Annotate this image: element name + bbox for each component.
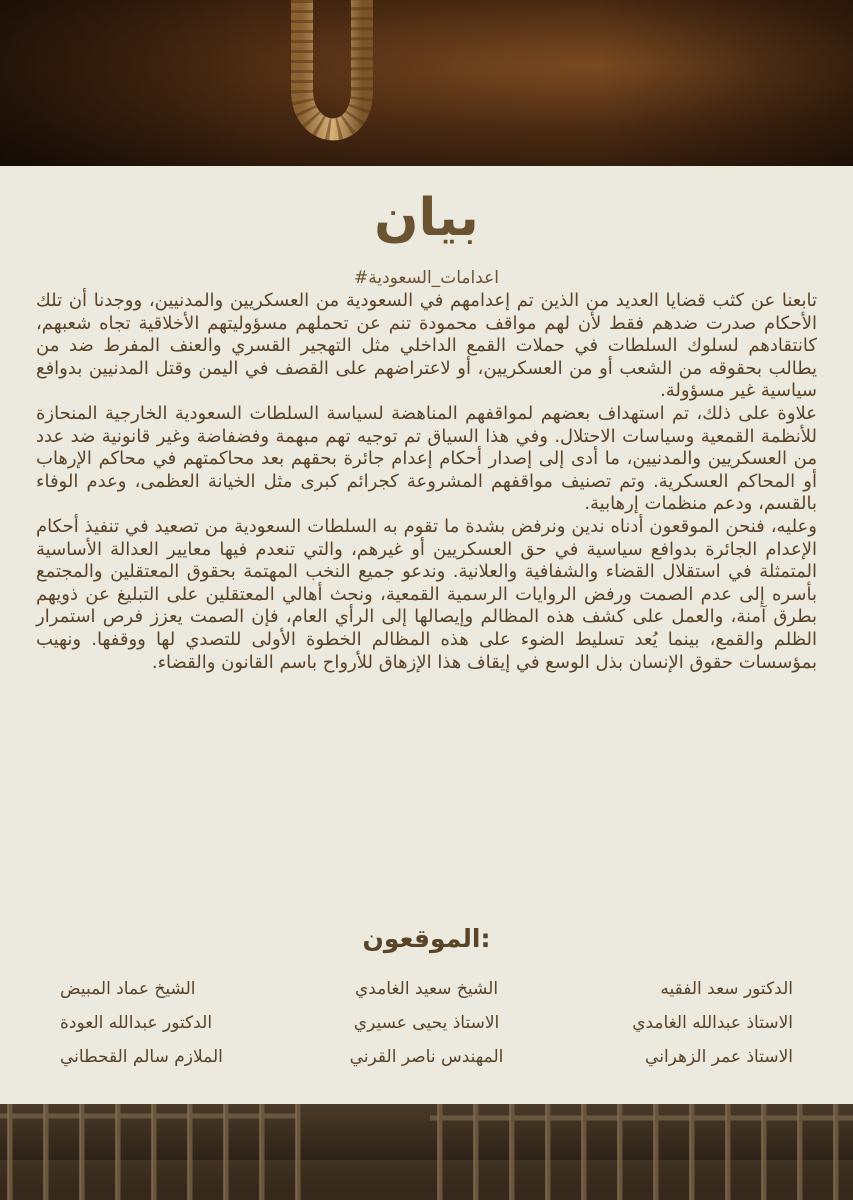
signer-name: الاستاذ عبدالله الغامدي	[632, 1013, 793, 1033]
statement-body	[36, 290, 817, 674]
statement-title: بيان	[374, 188, 479, 248]
signer-name: المهندس ناصر القرني	[349, 1047, 504, 1067]
signers-heading: الموقعون:	[362, 924, 491, 953]
signer-name: الدكتور سعد الفقيه	[660, 979, 793, 999]
signer-name: الاستاذ يحيى عسيري	[353, 1013, 500, 1033]
signer-name: الاستاذ عمر الزهراني	[645, 1047, 793, 1067]
paragraph: تابعنا عن كثب قضايا العديد من الذين تم إعدامهم في السعودية من العسكريين والمدنيين، ووجدنا أن تلك الأحكام صدرت ضدهم فقط لأن لهم مواقف محمودة تنم عن تحملهم مسؤوليتهم الأخلاقية تجاه شعبهم، كانتقادهم لسلوك السلطات في حملات القمع الداخلي مثل التهجير القسري والعنف المفرط ضد من يطالب بحقوقه من الشعب أو من العسكريين، أو لاعتراضهم على القصف في اليمن وقتل المدنيين بدوافع سياسية غير مسؤولة.	[36, 290, 817, 402]
hashtag: #اعدامات_السعودية	[353, 268, 500, 288]
prison-bars-icon	[0, 1104, 853, 1200]
signer-name: الدكتور عبدالله العودة	[60, 1013, 213, 1033]
signer-name: الملازم سالم القحطاني	[60, 1047, 223, 1067]
signer-name: الشيخ سعيد الغامدي	[354, 979, 499, 999]
statement-content	[0, 166, 853, 1104]
signer-name: الشيخ عماد المبيض	[60, 979, 196, 999]
top-banner-image	[0, 0, 853, 166]
noose-rope-icon	[250, 0, 390, 170]
bottom-banner-image	[0, 1104, 853, 1200]
paragraph: علاوة على ذلك، تم استهداف بعضهم لمواقفهم المناهضة لسياسة السلطات السعودية الخارجية المنحازة للأنظمة القمعية وسياسات الاحتلال. وفي هذا السياق تم توجيه تهم مبهمة وفضفاضة وغير قانونية ضد عدد من العسكريين والمدنيين، ما أدى إلى إصدار أحكام إعدام جائرة بحقهم بعد محاكمتهم في محاكم الإرهاب أو المحاكم العسكرية. وتم تصنيف مواقفهم المشروعة كجرائم كبرى مثل الخيانة العظمى، وعدم الوفاء بالقسم، ودعم منظمات إرهابية.	[36, 402, 817, 515]
signers-list	[60, 978, 793, 1068]
paragraph: وعليه، فنحن الموقعون أدناه ندين ونرفض بشدة ما تقوم به السلطات السعودية من تصعيد في تنفيذ أحكام الإعدام الجائرة بدوافع سياسية في حق العسكريين أو غيرهم، والتي تنعدم فيها معايير العدالة الأساسية المتمثلة في استقلال القضاء والشفافية والعلانية. وندعو جميع النخب المهتمة بحقوق المعتقلين والمجتمع بأسره إلى عدم الصمت ورفض الروايات الرسمية القمعية، ونحث أهالي المعتقلين على التبليغ عن ذويهم بطرق آمنة، والعمل على كشف هذه المظالم وإيصالها إلى الرأي العام، فإن الصمت يعزز فرص استمرار الظلم والقمع، بينما يُعد تسليط الضوء على هذه المظالم الخطوة الأولى للتصدي لها ووقفها. ونهيب بمؤسسات حقوق الإنسان بذل الوسع في إيقاف هذا الإزهاق للأرواح باسم القانون والقضاء.	[36, 515, 817, 673]
